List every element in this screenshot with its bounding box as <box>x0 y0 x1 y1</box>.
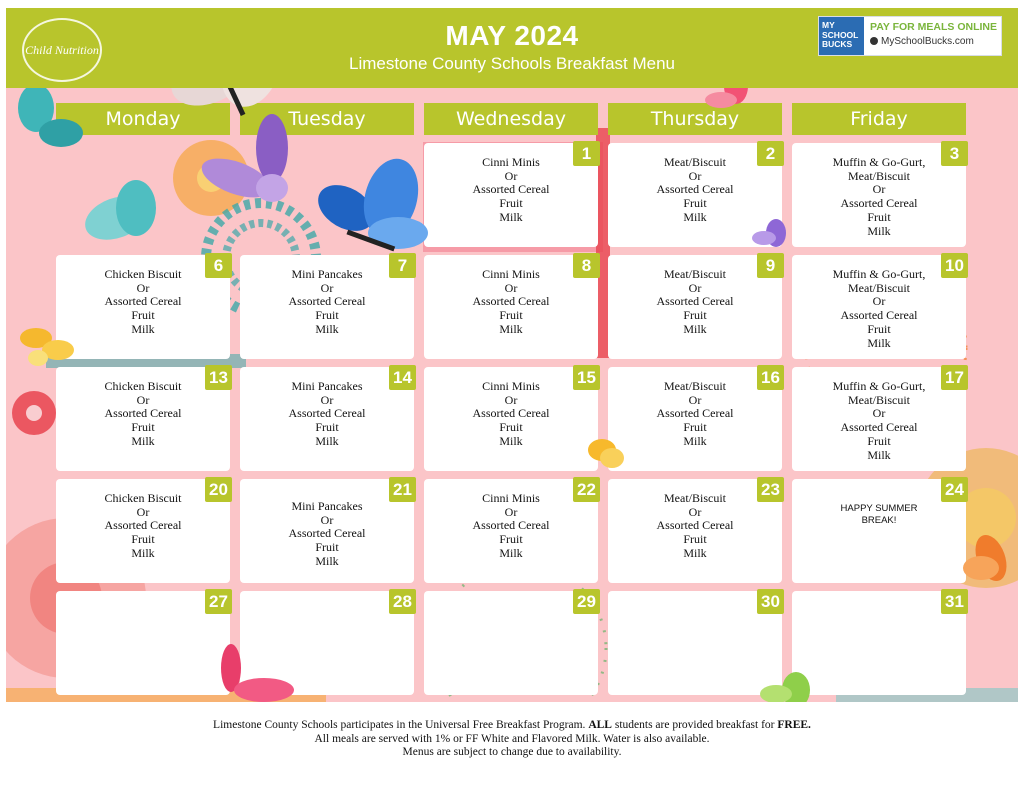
day-number: 13 <box>205 365 232 390</box>
myschoolbucks-logo: MY SCHOOL BUCKS <box>819 17 864 55</box>
footer-text: students are provided breakfast for <box>611 719 778 731</box>
butterfly-icon <box>18 88 83 147</box>
logo-text: Child Nutrition <box>25 42 99 57</box>
menu-text: Chicken Biscuit Or Assorted Cereal Fruit Milk <box>104 379 182 448</box>
menu-text: Mini Pancakes Or Assorted Cereal Fruit Milk <box>288 379 366 448</box>
footer-line-2: All meals are served with 1% or FF White and Flavored Milk. Water is also available. <box>314 732 710 745</box>
butterfly-icon <box>79 180 156 248</box>
menu-text: Muffin & Go-Gurt, Meat/Biscuit Or Assorted Cereal Fruit Milk <box>832 267 926 350</box>
footer-text: Limestone County Schools participates in the Universal Free Breakfast Program. <box>213 719 589 731</box>
menu-text: Cinni Minis Or Assorted Cereal Fruit Milk <box>472 491 550 560</box>
footer-notes <box>0 719 1024 760</box>
footer-line-3: Menus are subject to change due to availability. <box>402 746 622 758</box>
menu-text: Meat/Biscuit Or Assorted Cereal Fruit Milk <box>656 379 734 448</box>
butterfly-icon <box>588 439 624 468</box>
footer-emphasis: FREE. <box>777 719 811 731</box>
weekday-header-thursday: Thursday <box>608 103 782 135</box>
menu-text: Meat/Biscuit Or Assorted Cereal Fruit Milk <box>656 267 734 336</box>
calendar-board <box>6 88 1018 702</box>
menu-text: Cinni Minis Or Assorted Cereal Fruit Milk <box>472 379 550 448</box>
menu-text: Mini Pancakes Or Assorted Cereal Fruit Milk <box>288 267 366 336</box>
day-number: 14 <box>389 365 416 390</box>
butterfly-icon <box>760 672 810 702</box>
menu-text: Mini Pancakes Or Assorted Cereal Fruit Milk <box>288 499 366 568</box>
butterfly-icon <box>963 531 1012 586</box>
day-number: 17 <box>941 365 968 390</box>
myschoolbucks-link[interactable] <box>870 36 997 47</box>
day-number: 3 <box>941 141 968 166</box>
footer-emphasis: ALL <box>588 719 612 731</box>
day-number: 30 <box>757 589 784 614</box>
day-number: 28 <box>389 589 416 614</box>
day-number: 24 <box>941 477 968 502</box>
pay-online-label: PAY FOR MEALS ONLINE <box>870 21 997 33</box>
footer-line-1 <box>0 719 1024 733</box>
menu-text: Muffin & Go-Gurt, Meat/Biscuit Or Assorted Cereal Fruit Milk <box>832 155 926 238</box>
day-number: 23 <box>757 477 784 502</box>
weekday-header-wednesday: Wednesday <box>424 103 598 135</box>
day-number: 6 <box>205 253 232 278</box>
weekday-header-friday: Friday <box>792 103 966 135</box>
menu-text: HAPPY SUMMER BREAK! <box>840 503 918 526</box>
weekday-header-monday: Monday <box>56 103 230 135</box>
menu-text: Muffin & Go-Gurt, Meat/Biscuit Or Assorted Cereal Fruit Milk <box>832 379 926 462</box>
myschoolbucks-promo[interactable] <box>818 16 1002 56</box>
day-number: 27 <box>205 589 232 614</box>
menu-text: Chicken Biscuit Or Assorted Cereal Fruit Milk <box>104 491 182 560</box>
day-number: 22 <box>573 477 600 502</box>
day-number: 21 <box>389 477 416 502</box>
butterfly-icon <box>310 153 428 252</box>
butterfly-layer <box>6 88 1018 702</box>
page-subtitle: Limestone County Schools Breakfast Menu <box>348 54 675 73</box>
day-number: 10 <box>941 253 968 278</box>
butterfly-icon <box>221 644 294 702</box>
day-number: 15 <box>573 365 600 390</box>
menu-text: Meat/Biscuit Or Assorted Cereal Fruit Milk <box>656 491 734 560</box>
menu-text: Cinni Minis Or Assorted Cereal Fruit Milk <box>472 267 550 336</box>
day-number: 16 <box>757 365 784 390</box>
menu-text: Meat/Biscuit Or Assorted Cereal Fruit Milk <box>656 155 734 224</box>
day-number: 20 <box>205 477 232 502</box>
weekday-header-tuesday: Tuesday <box>240 103 414 135</box>
day-number: 31 <box>941 589 968 614</box>
menu-text: Chicken Biscuit Or Assorted Cereal Fruit Milk <box>104 267 182 336</box>
butterfly-icon <box>162 88 291 117</box>
link-icon <box>870 37 878 45</box>
page-header <box>6 8 1018 88</box>
butterfly-icon <box>20 328 74 366</box>
day-number: 8 <box>573 253 600 278</box>
butterfly-icon <box>705 88 748 108</box>
day-number: 2 <box>757 141 784 166</box>
day-number: 9 <box>757 253 784 278</box>
menu-text: Cinni Minis Or Assorted Cereal Fruit Milk <box>472 155 550 224</box>
butterfly-icon <box>752 219 786 247</box>
day-number: 7 <box>389 253 416 278</box>
day-number: 1 <box>573 141 600 166</box>
myschoolbucks-url: MySchoolBucks.com <box>881 36 974 47</box>
page-title: MAY 2024 <box>445 20 579 51</box>
butterfly-icon <box>197 114 288 205</box>
day-number: 29 <box>573 589 600 614</box>
